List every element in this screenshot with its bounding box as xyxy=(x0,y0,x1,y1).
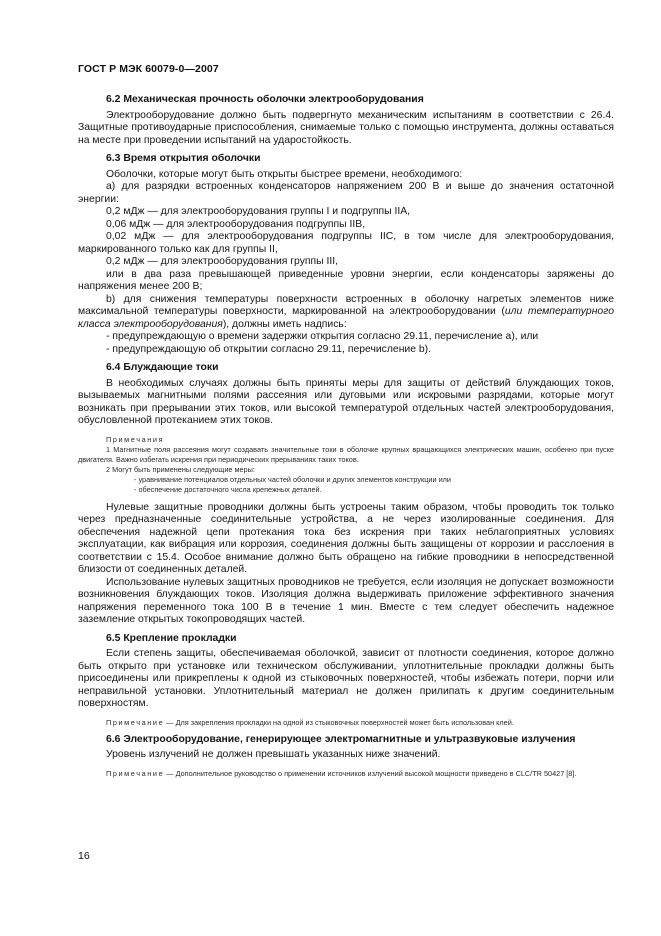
list-item-b xyxy=(78,294,614,332)
page-number: 16 xyxy=(78,850,90,862)
paragraph: 0,02 мДж — для электрооборудования подгруппы IIC, в том числе для электрооборудования, маркированного только как для группы II, xyxy=(78,231,614,255)
note-label: Примечание xyxy=(106,717,165,727)
dash-item: - предупреждающую о времени задержки открытия согласно 29.11, перечисление а), или xyxy=(106,331,539,342)
note-label: Примечание xyxy=(106,768,165,778)
section-6-6 xyxy=(78,734,614,779)
note-2: 2 Могут быть применены следующие меры: xyxy=(106,464,255,474)
section-heading: 6.6 Электрооборудование, генерирующее электромагнитные и ультразвуковые излучения xyxy=(106,733,576,745)
paragraph: Уровень излучений не должен превышать указанных ниже значений. xyxy=(106,749,441,760)
notes-title: Примечания xyxy=(106,434,165,444)
section-heading: 6.4 Блуждающие токи xyxy=(106,362,219,373)
note-dash-item: - уравнивание потенциалов отдельных частей оболочки и других элементов конструкции или xyxy=(134,474,452,484)
paragraph: Использование нулевых защитных проводников не требуется, если изоляция не допускает возможности возникновения блуждающих токов. Изоляция должна выдерживать приложение эффективного значения напряжения переменного тока 100 В в течение 1 мин. Вместе с тем следует обеспечить надежное заземление открытых токопроводящих частей. xyxy=(78,576,614,625)
section-heading: 6.3 Время открытия оболочки xyxy=(106,153,261,164)
note xyxy=(78,769,614,779)
paragraph: 0,2 мДж — для электрооборудования группы I и подгруппы IIA, xyxy=(106,206,411,217)
note-1: 1 Магнитные поля рассеяния могут создавать значительные токи в оболочке крупных вращающихся электрических машин, особенно при пуске двигателя. Важно избегать искрения при периодических прерываниях таких токов. xyxy=(78,444,614,464)
spacer xyxy=(78,495,614,502)
list-item-b-italic: или температурного класса электрооборудования xyxy=(78,306,614,330)
paragraph: 0,2 мДж — для электрооборудования группы III, xyxy=(106,256,339,267)
document-header: ГОСТ Р МЭК 60079-0—2007 xyxy=(78,63,219,75)
section-6-2 xyxy=(78,94,614,147)
paragraph: Нулевые защитные проводники должны быть устроены таким образом, чтобы проводить ток только через предназначенные соединительные устройства, а не через изолированные соединения. Для обеспечения надежной цепи протекания тока без искрения при таких неблагоприятных условиях эксплуатации, как вибрация или коррозия, соединения должны быть защищены от коррозии и расслоения в соответствии с 15.4. Особое внимание должно быть обращено на гибкие проводники в непосредственной близости от соединенных деталей. xyxy=(78,501,614,575)
section-heading: 6.5 Крепление прокладки xyxy=(106,632,237,644)
section-heading: 6.2 Механическая прочность оболочки электрооборудования xyxy=(106,94,424,105)
list-item-b-start: b) для снижения температуры поверхности встроенных в оболочку нагретых элементов ниже максимальной температуры поверхности, маркированной на электрооборудовании ( xyxy=(78,293,614,317)
section-6-3 xyxy=(78,153,614,356)
section-6-4 xyxy=(78,362,614,627)
paragraph: Электрооборудование должно быть подвергнуто механическим испытаниям в соответствии с 26.4. Защитные противоударные приспособления, снимаемые только с помощью инструмента, должны оставаться на месте при проведении испытаний на ударостойкость. xyxy=(78,109,614,146)
note-text: — Для закрепления прокладки на одной из стыковочных поверхностей может быть использован клей. xyxy=(164,717,514,727)
paragraph: или в два раза превышающей приведенные уровни энергии, если конденсаторы заряжены до напряжения менее 200 В; xyxy=(78,268,614,292)
paragraph: 0,06 мДж — для электрооборудования подгруппы IIB, xyxy=(106,218,366,230)
list-item-a: а) для разрядки встроенных конденсаторов напряжением 200 В и выше до значения остаточной энергии: xyxy=(78,181,614,205)
document-body xyxy=(78,94,614,779)
paragraph: В необходимых случаях должны быть приняты меры для защиты от действий блуждающих токов, вызываемых магнитными полями рассеяния или дуговыми или искровыми разрядами, которые могут возникать при прерывании этих токов, или высокой температурой отдельных частей электрооборудования, обусловленной протеканием этих токов. xyxy=(78,377,614,426)
dash-item: - предупреждающую об открытии согласно 29.11, перечисление b). xyxy=(106,343,432,355)
paragraph: Оболочки, которые могут быть открыты быстрее времени, необходимого: xyxy=(106,168,463,180)
paragraph: Если степень защиты, обеспечиваемая оболочкой, зависит от плотности соединения, которое должно быть открыто при установке или техническом обслуживании, уплотнительные прокладки должны быть присоединены или прикреплены к одной из стыковочных поверхностей, чтобы избежать потери, порчи или неправильной установки. Уплотнительный материал не должен прилипать к другим соединительным поверхностям. xyxy=(78,648,614,709)
note-dash-item: - обеспечение достаточного числа крепежных деталей. xyxy=(134,484,322,494)
note xyxy=(78,718,614,728)
section-6-5 xyxy=(78,633,614,728)
list-item-b-end: ), должны иметь надпись: xyxy=(222,318,347,330)
note-text: — Дополнительное руководство о применении источников излучений высокой мощности приведено в CLC/TR 50427 [8]. xyxy=(164,768,577,778)
